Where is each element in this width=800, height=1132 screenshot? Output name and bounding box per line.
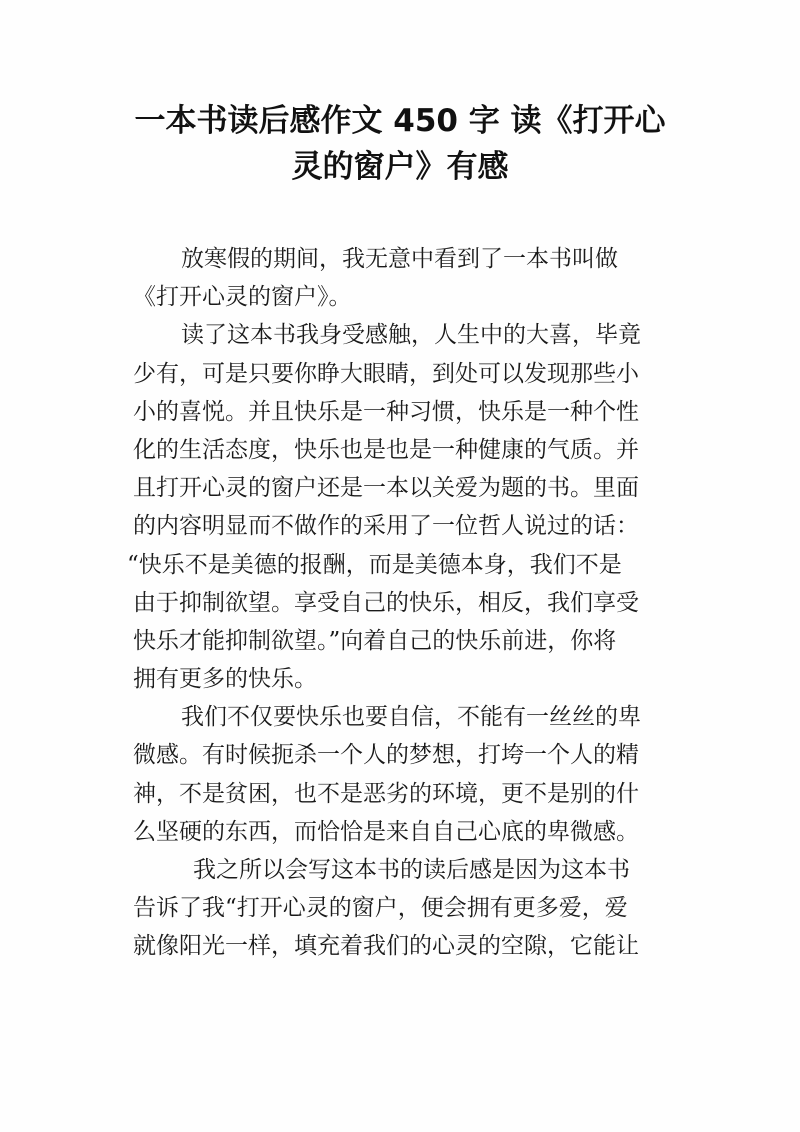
paragraph-2-line-8: 由于抑制欲望。享受自己的快乐，相反，我们享受 <box>133 589 639 616</box>
paragraph-3-line-3: 神，不是贫困，也不是恶劣的环境，更不是别的什 <box>133 780 639 807</box>
paragraph-3-line-1: 我们不仅要快乐也要自信，不能有一丝丝的卑 <box>181 704 641 731</box>
paragraph-2-line-5: 且打开心灵的窗户还是一本以关爱为题的书。里面 <box>133 475 639 502</box>
title-line-2: 灵的窗户》有感 <box>291 149 509 185</box>
paragraph-2-line-6: 的内容明显而不做作的采用了一位哲人说过的话： <box>133 513 639 540</box>
paragraph-2-line-10: 拥有更多的快乐。 <box>133 666 317 693</box>
title-line-1: 一本书读后感作文 450 字 读《打开心 <box>134 103 666 139</box>
paragraph-3-line-4: 么坚硬的东西，而恰恰是来自自己心底的卑微感。 <box>133 818 639 845</box>
document-title <box>100 98 700 190</box>
paragraph-4-line-2: 告诉了我“打开心灵的窗户，便会拥有更多爱，爱 <box>133 895 628 922</box>
paragraph-1-line-1: 放寒假的期间，我无意中看到了一本书叫做 <box>181 246 618 272</box>
document-body <box>127 240 673 966</box>
paragraph-2-line-4: 化的生活态度，快乐也是也是一种健康的气质。并 <box>133 436 639 463</box>
paragraph-4-line-3: 就像阳光一样，填充着我们的心灵的空隙，它能让 <box>133 933 639 960</box>
paragraph-1-line-2: 《打开心灵的窗户》。 <box>133 284 352 311</box>
paragraph-2-line-9: 快乐才能抑制欲望。”向着自己的快乐前进，你将 <box>133 627 617 654</box>
paragraph-3-line-2: 微感。有时候扼杀一个人的梦想，打垮一个人的精 <box>133 742 639 769</box>
paragraph-2-line-3: 小的喜悦。并且快乐是一种习惯，快乐是一种个性 <box>133 398 639 425</box>
paragraph-2-line-1: 读了这本书我身受感触，人生中的大喜，毕竟 <box>181 322 641 349</box>
paragraph-2-line-7: “快乐不是美德的报酬，而是美德本身，我们不是 <box>127 551 622 578</box>
paragraph-2-line-2: 少有，可是只要你睁大眼睛，到处可以发现那些小 <box>133 360 639 387</box>
paragraph-4-line-1: 我之所以会写这本书的读后感是因为这本书 <box>193 857 630 883</box>
